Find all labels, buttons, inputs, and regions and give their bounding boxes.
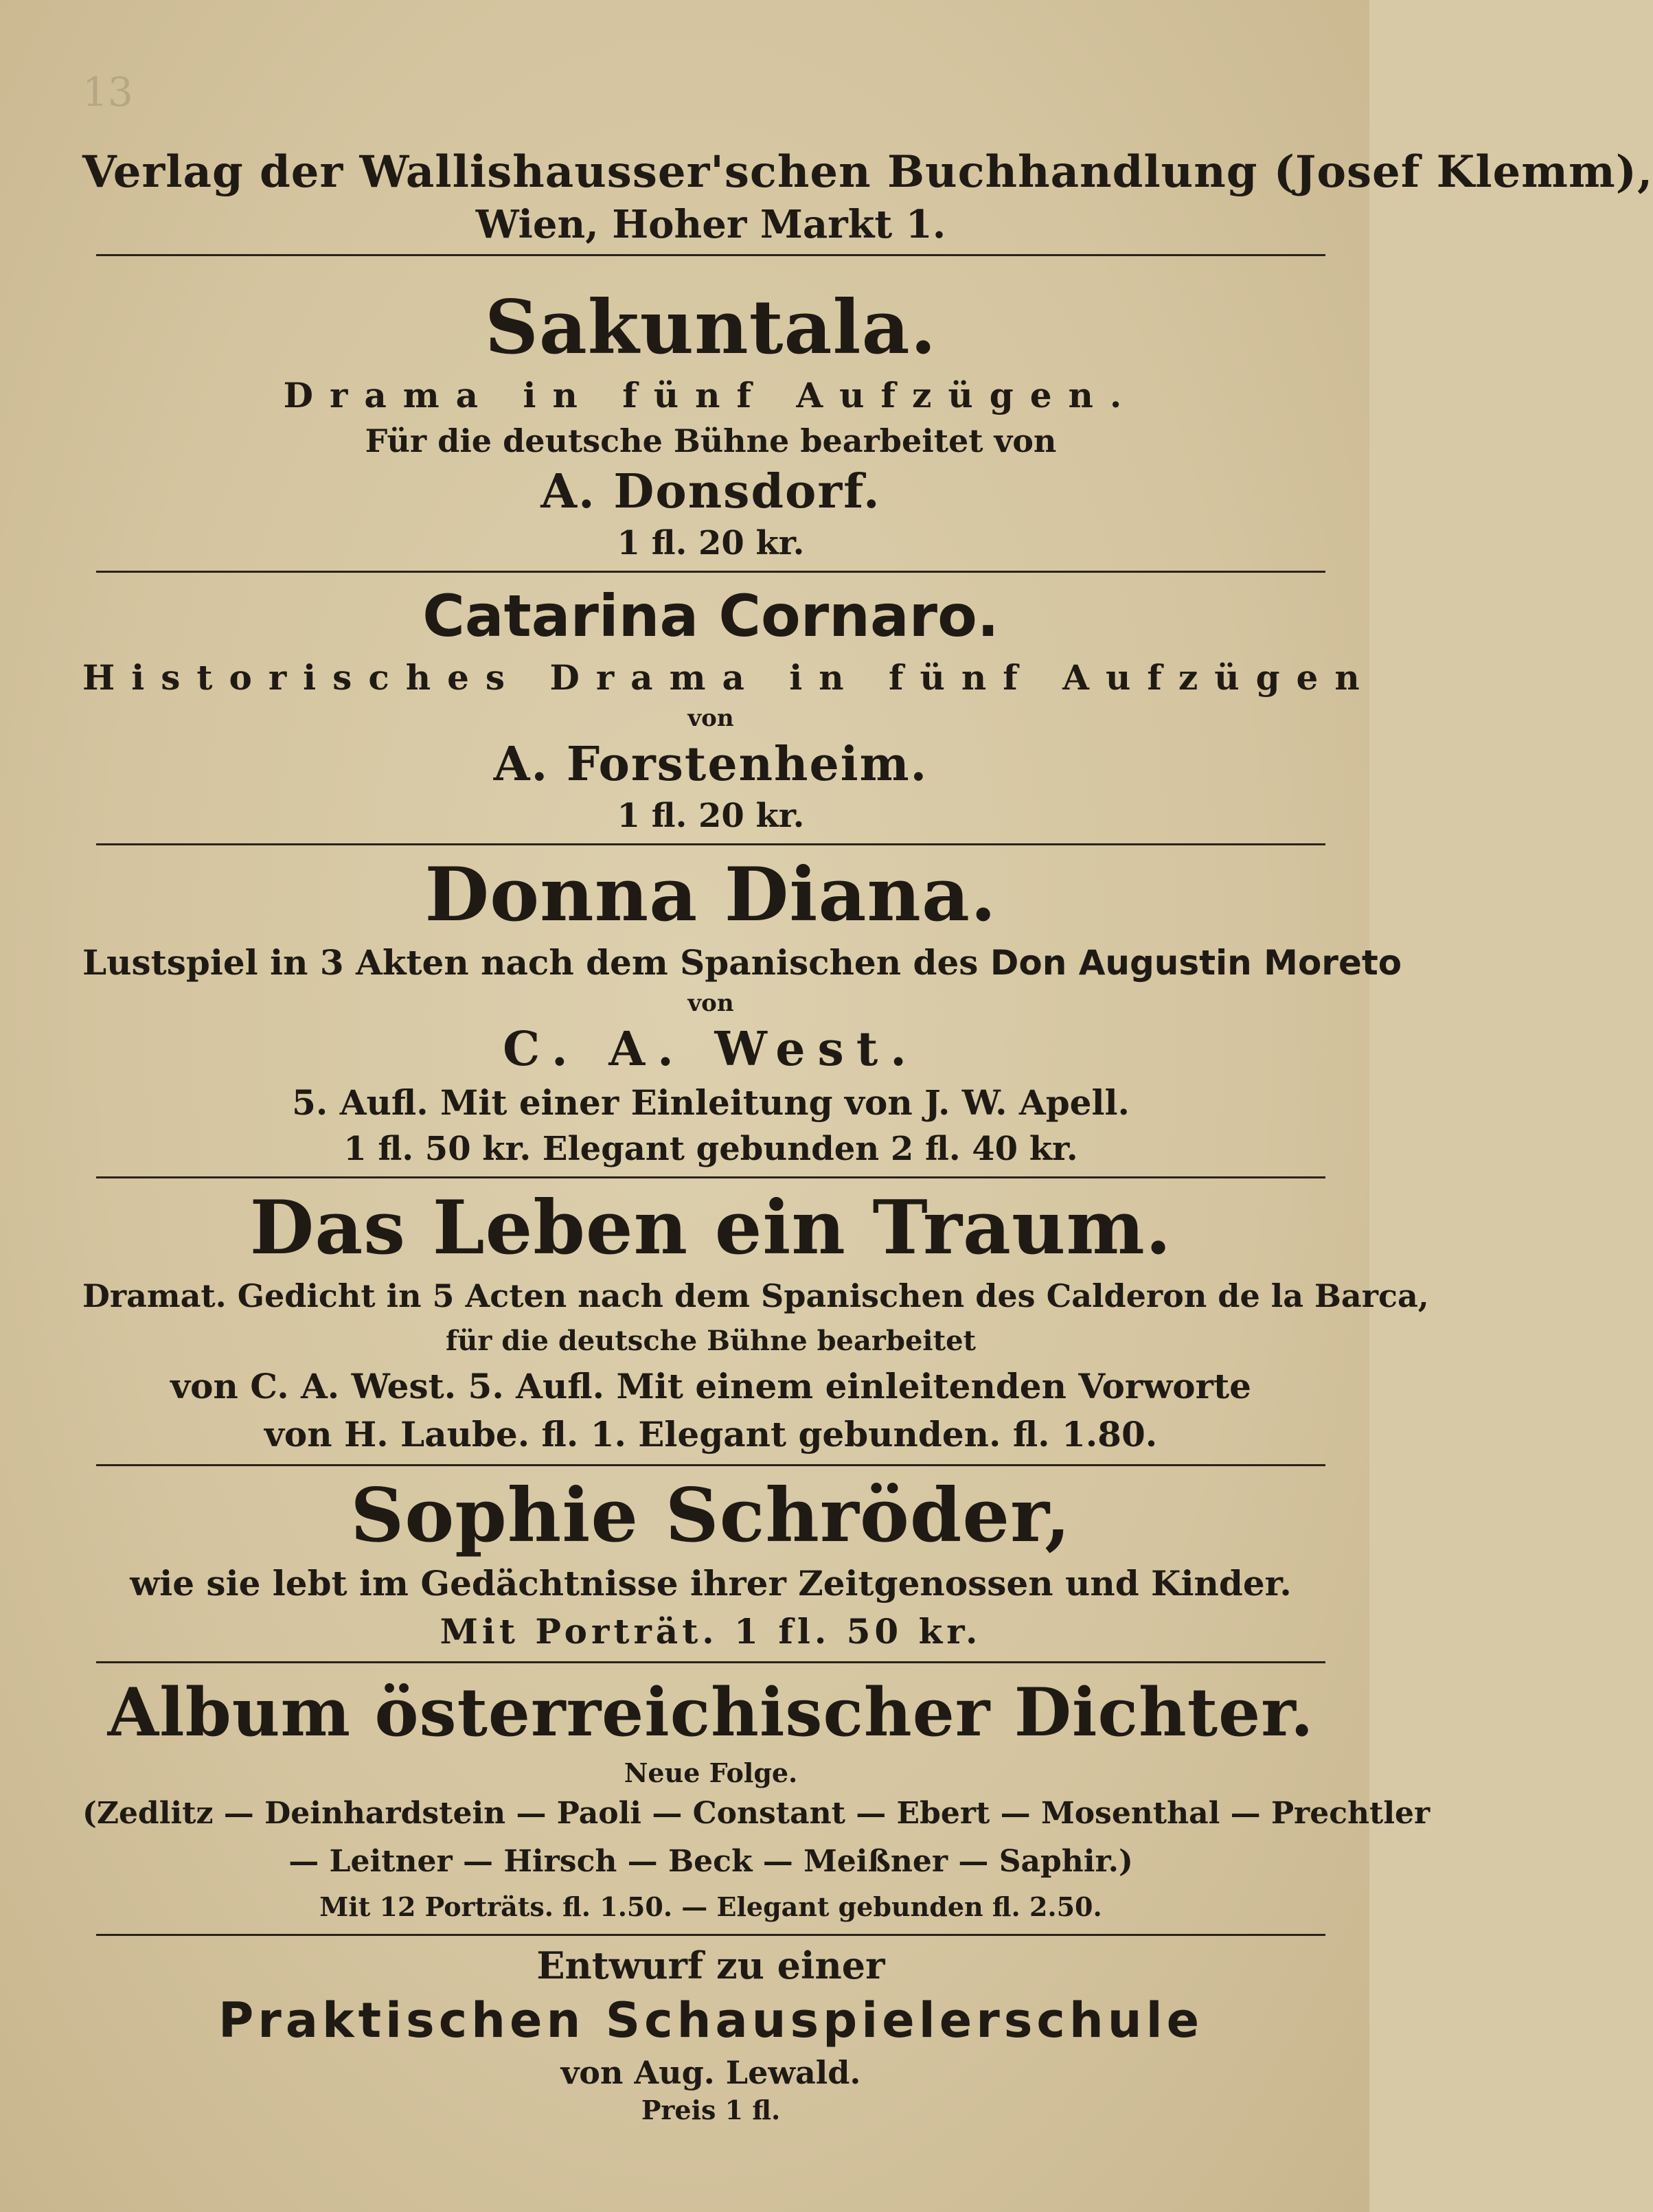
entry-author: A. Forstenheim. <box>493 737 928 792</box>
entry-contributors-continued: — Leitner — Hirsch — Beck — Meißner — Saphir.) <box>288 1844 1133 1879</box>
divider <box>96 843 1325 845</box>
entry-von: von <box>687 990 734 1017</box>
entry-title: Sophie Schröder, <box>350 1472 1071 1559</box>
entry-price: 1 fl. 20 kr. <box>617 797 805 835</box>
entry-price: Preis 1 fl. <box>641 2095 781 2125</box>
entry-album-oesterreichischer-dichter <box>82 1669 1430 1928</box>
entry-sakuntala <box>82 284 1339 565</box>
divider <box>96 571 1325 573</box>
entry-edition: 5. Aufl. Mit einer Einleitung von J. W. Apell. <box>292 1082 1130 1123</box>
entry-das-leben-ein-traum <box>82 1184 1429 1459</box>
entry-title: Praktischen Schauspielerschule <box>218 1992 1204 2049</box>
divider <box>96 1934 1325 1936</box>
entry-description-text: Lustspiel in 3 Akten nach dem Spanischen des <box>82 942 979 983</box>
divider <box>96 1176 1325 1178</box>
entry-sophie-schroeder <box>82 1472 1339 1656</box>
entry-title: Das Leben ein Traum. <box>249 1185 1172 1271</box>
entry-subtitle: Drama in fünf Aufzügen. <box>283 375 1139 415</box>
entry-adaptation: für die deutsche Bühne bearbeitet <box>446 1325 976 1357</box>
entry-price: 1 fl. 20 kr. <box>617 524 805 562</box>
entry-description: Für die deutsche Bühne bearbeitet von <box>365 422 1057 459</box>
entry-price: von H. Laube. fl. 1. Elegant gebunden. fl. 1.80. <box>264 1414 1158 1455</box>
divider <box>96 1661 1325 1663</box>
entry-praktische-schauspielerschule <box>82 1941 1339 2127</box>
entry-donna-diana <box>82 851 1402 1171</box>
entry-author: C. A. West. <box>503 1022 919 1077</box>
entry-source-author: Don Augustin Moreto <box>990 943 1402 983</box>
publisher-address: Wien, Hoher Markt 1. <box>475 202 946 247</box>
divider <box>96 254 1325 256</box>
entry-author: A. Donsdorf. <box>540 464 881 519</box>
entry-title: Donna Diana. <box>424 852 997 938</box>
publisher-line: Verlag der Wallishausser'schen Buchhandlung (Josef Klemm), <box>82 146 1653 198</box>
entry-description: wie sie lebt im Gedächtnisse ihrer Zeitgenossen und Kinder. <box>130 1563 1292 1604</box>
divider <box>96 1464 1325 1466</box>
advertisement-list <box>82 144 1653 2127</box>
entry-subtitle: Historisches Drama in fünf Aufzügen <box>82 657 1376 698</box>
page-number: 13 <box>82 69 133 115</box>
entry-price: Mit Porträt. 1 fl. 50 kr. <box>440 1611 982 1652</box>
entry-catarina-cornaro <box>82 578 1376 838</box>
entry-title: Album österreichischer Dichter. <box>107 1674 1314 1751</box>
entry-von: von <box>687 705 734 732</box>
entry-description: Dramat. Gedicht in 5 Acten nach dem Spanischen des Calderon de la Barca, <box>82 1277 1429 1314</box>
entry-intro: Entwurf zu einer <box>536 1943 885 1987</box>
entry-series: Neue Folge. <box>624 1757 798 1788</box>
entry-description <box>82 939 1402 987</box>
entry-title: Sakuntala. <box>484 284 937 371</box>
entry-title: Catarina Cornaro. <box>422 582 999 650</box>
entry-contributors: (Zedlitz — Deinhardstein — Paoli — Constant — Ebert — Mosenthal — Prechtler <box>82 1796 1430 1831</box>
entry-edition: von C. A. West. 5. Aufl. Mit einem einleitenden Vorworte <box>170 1366 1251 1406</box>
entry-price: Mit 12 Porträts. fl. 1.50. — Elegant gebunden fl. 2.50. <box>319 1891 1102 1922</box>
entry-author: von Aug. Lewald. <box>560 2054 861 2091</box>
entry-price: 1 fl. 50 kr. Elegant gebunden 2 fl. 40 kr. <box>343 1130 1078 1168</box>
